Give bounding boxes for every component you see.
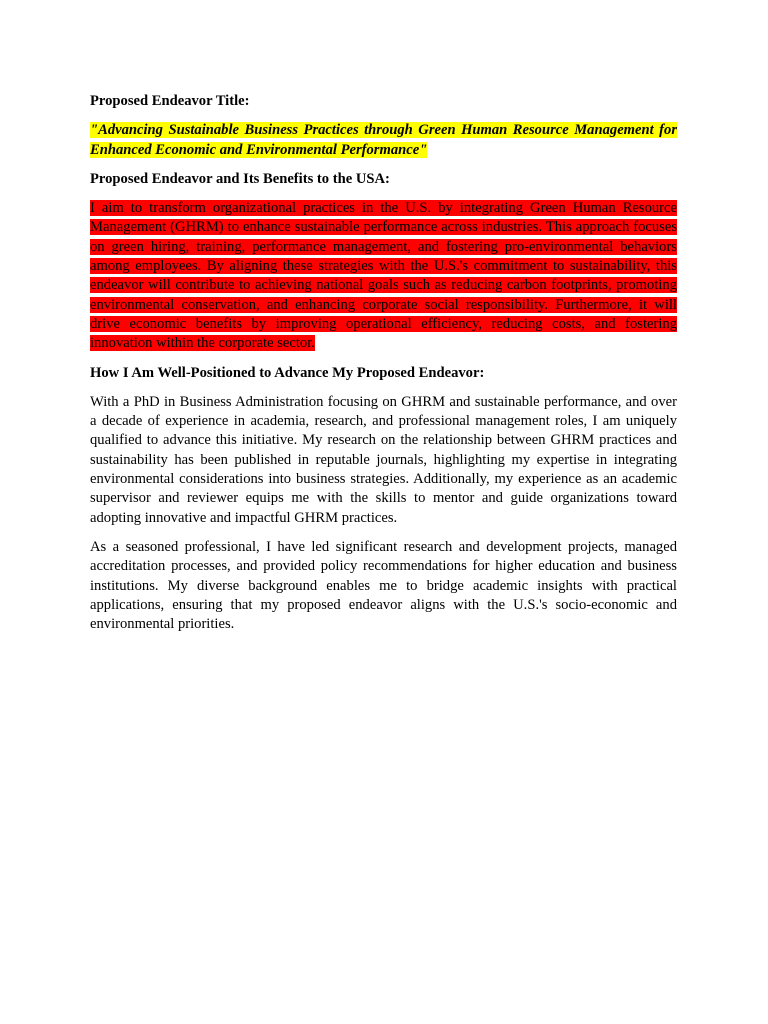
qualifications-paragraph-1: With a PhD in Business Administration focusing on GHRM and sustainable performance, and over a decade of experience in academia, research, and professional management roles, I am uniquely qualified to advance this initiative. My research on the relationship between GHRM practices and sustainability has been published in reputable journals, highlighting my expertise in integrating environmental considerations into business strategies. Additionally, my experience as an academic supervisor and reviewer equips me with the skills to mentor and guide organizations toward adopting innovative and impactful GHRM practices. [90,393,677,526]
endeavor-title-paragraph [90,121,677,160]
qualifications-heading: How I Am Well-Positioned to Advance My Proposed Endeavor: [90,364,485,381]
title-heading: Proposed Endeavor Title: [90,93,250,109]
benefits-text: I aim to transform organizational practices in the U.S. by integrating Green Human Resource Management (GHRM) to enhance sustainable performance across industries. This approach focuses on green hiring, training, performance management, and fostering pro-environmental behaviors among employees. By aligning these strategies with the U.S.'s commitment to sustainability, this endeavor will contribute to achieving national goals such as reducing carbon footprints, promoting environmental conservation, and enhancing corporate social responsibility. Furthermore, it will drive economic benefits by improving operational efficiency, reducing costs, and fostering innovation within the corporate sector. [90,200,677,352]
document-page [90,92,677,644]
endeavor-title-text: "Advancing Sustainable Business Practices through Green Human Resource Management for Enhanced Economic and Environmental Performance" [90,122,677,158]
benefits-paragraph [90,199,677,353]
qualifications-paragraph-2: As a seasoned professional, I have led significant research and development projects, managed accreditation processes, and provided policy recommendations for higher education and business institutions. My diverse background enables me to bridge academic insights with practical applications, ensuring that my proposed endeavor aligns with the U.S.'s socio-economic and environmental priorities. [90,538,677,633]
benefits-heading: Proposed Endeavor and Its Benefits to the USA: [90,170,390,187]
